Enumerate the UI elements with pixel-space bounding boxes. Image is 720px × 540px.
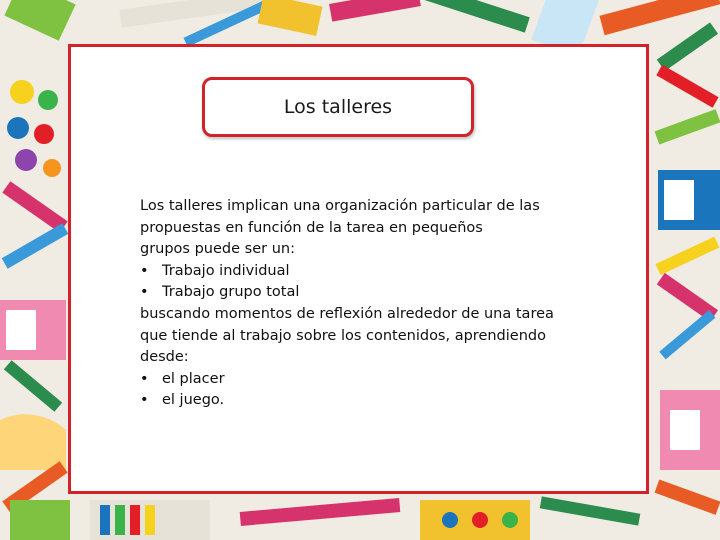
body-line: propuestas en función de la tarea en pequeños xyxy=(140,219,483,236)
slide-title: Los talleres xyxy=(283,96,393,118)
bullet-text: el placer xyxy=(162,370,225,387)
bullet-text: Trabajo individual xyxy=(162,262,290,279)
bullet-icon: • xyxy=(140,284,149,301)
bullet-item xyxy=(140,369,580,391)
bullet-item xyxy=(140,261,580,283)
bullet-icon: • xyxy=(140,370,149,387)
bullet-icon: • xyxy=(140,262,149,279)
title-box xyxy=(202,77,474,137)
body-line: que tiende al trabajo sobre los contenidos, aprendiendo xyxy=(140,327,546,344)
bullet-text: Trabajo grupo total xyxy=(162,284,300,301)
bullet-item xyxy=(140,282,580,304)
bullet-item xyxy=(140,390,580,412)
body-line: grupos puede ser un: xyxy=(140,241,295,258)
slide-body xyxy=(140,196,580,412)
body-line: buscando momentos de reflexión alrededor de una tarea xyxy=(140,305,554,322)
bullet-text: el juego. xyxy=(162,392,225,409)
body-line: desde: xyxy=(140,349,189,366)
body-line: Los talleres implican una organización particular de las xyxy=(140,198,540,214)
bullet-icon: • xyxy=(140,392,149,409)
